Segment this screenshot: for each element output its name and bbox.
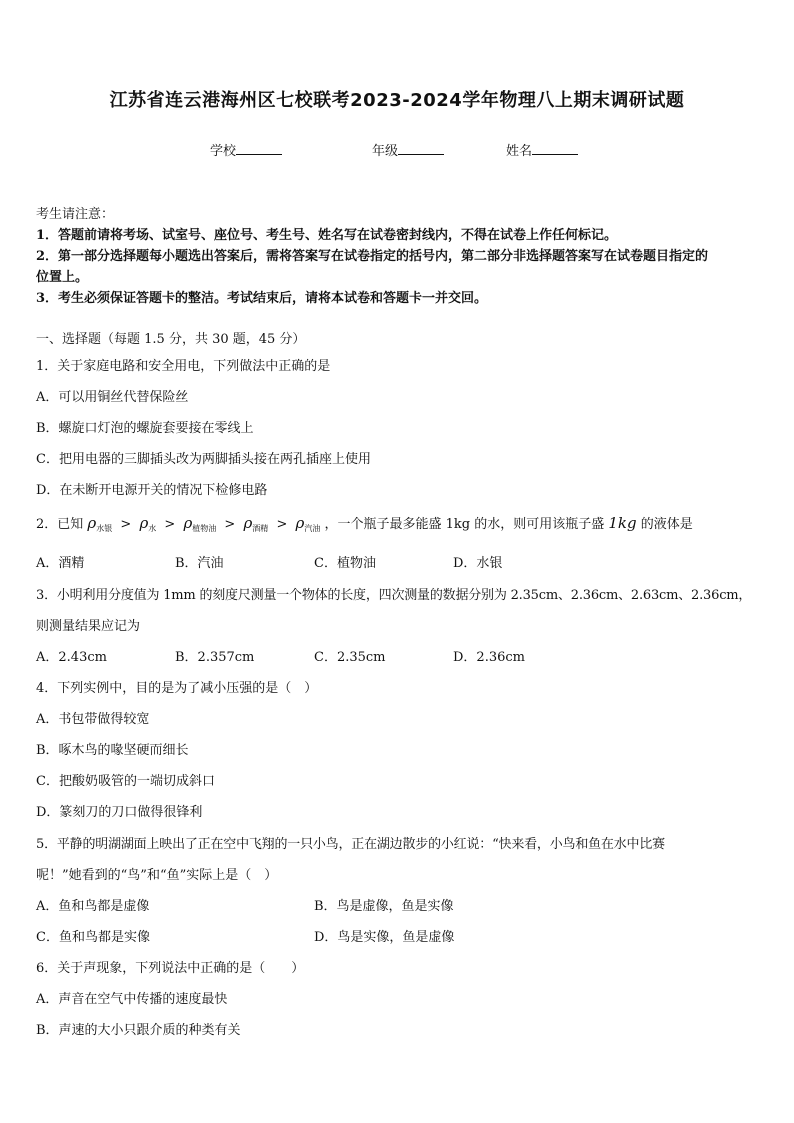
name-field xyxy=(506,140,578,159)
q2-option-d: D．水银 xyxy=(453,556,503,571)
rho-sub-alcohol: 酒精 xyxy=(252,524,269,533)
q2-option-a: A．酒精 xyxy=(36,556,85,571)
q4-option-d: D．篆刻刀的刀口做得很锋利 xyxy=(36,805,203,820)
greater-than: > xyxy=(224,517,236,532)
q3-stem-line2: 则测量结果应记为 xyxy=(36,619,141,634)
q3-option-a: A．2.43cm xyxy=(36,650,107,665)
q6-option-b: B．声速的大小只跟介质的种类有关 xyxy=(36,1023,241,1038)
school-blank xyxy=(236,142,282,155)
q3-option-b: B．2.357cm xyxy=(175,650,255,665)
q3-stem-line1: 3．小明利用分度值为 1mm 的刻度尺测量一个物体的长度，四次测量的数据分别为 2.35cm、2.36cm、2.63cm、2.36cm， xyxy=(36,588,752,603)
q1-option-a: A．可以用铜丝代替保险丝 xyxy=(36,390,189,405)
name-label: 姓名 xyxy=(506,144,533,159)
q2-unit: 1kg xyxy=(608,514,637,532)
q5-option-a: A．鱼和鸟都是虚像 xyxy=(36,899,150,914)
rho-sub-water: 水 xyxy=(148,524,157,533)
grade-label: 年级 xyxy=(372,144,399,159)
notice-item-2: 2．第一部分选择题每小题选出答案后，需将答案写在试卷指定的括号内，第二部分非选择题答案写在试卷题目指定的 xyxy=(36,249,709,264)
q5-option-b: B．鸟是虚像，鱼是实像 xyxy=(314,899,454,914)
rho-sub-gasoline: 汽油 xyxy=(304,524,321,533)
q4-option-b: B．啄木鸟的喙坚硬而细长 xyxy=(36,743,189,758)
q4-option-c: C．把酸奶吸管的一端切成斜口 xyxy=(36,774,215,789)
q5-stem-line2: 呢！”她看到的“鸟”和“鱼”实际上是（ ） xyxy=(36,868,278,883)
q6-stem: 6．关于声现象，下列说法中正确的是（ ） xyxy=(36,961,305,976)
q1-option-c: C．把用电器的三脚插头改为两脚插头接在两孔插座上使用 xyxy=(36,452,371,467)
q2-option-b: B．汽油 xyxy=(175,556,224,571)
q3-option-c: C．2.35cm xyxy=(314,650,386,665)
q2-prefix: 2．已知 xyxy=(36,517,84,532)
greater-than: > xyxy=(164,517,176,532)
school-field xyxy=(210,140,282,159)
notice-item-1: 1．答题前请将考场、试室号、座位号、考生号、姓名写在试卷密封线内，不得在试卷上作任何标记。 xyxy=(36,228,618,243)
q2-option-c: C．植物油 xyxy=(314,556,376,571)
q6-option-a: A．声音在空气中传播的速度最快 xyxy=(36,992,228,1007)
q2-stem xyxy=(36,513,693,534)
rho-symbol: ρ xyxy=(183,514,193,532)
rho-sub-vegetable-oil: 植物油 xyxy=(192,524,217,533)
q1-option-b: B．螺旋口灯泡的螺旋套要接在零线上 xyxy=(36,421,254,436)
notice-item-2-cont: 位置上。 xyxy=(36,270,89,285)
rho-symbol: ρ xyxy=(243,514,253,532)
rho-symbol: ρ xyxy=(139,514,149,532)
grade-blank xyxy=(398,142,444,155)
q5-option-c: C．鱼和鸟都是实像 xyxy=(36,930,150,945)
rho-symbol: ρ xyxy=(295,514,305,532)
notice-heading: 考生请注意： xyxy=(36,207,115,222)
rho-sub-mercury: 水银 xyxy=(96,524,113,533)
q5-option-d: D．鸟是实像，鱼是虚像 xyxy=(314,930,455,945)
q1-option-d: D．在未断开电源开关的情况下检修电路 xyxy=(36,483,268,498)
page-title: 江苏省连云港海州区七校联考2023-2024学年物理八上期末调研试题 xyxy=(109,90,685,111)
q3-option-d: D．2.36cm xyxy=(453,650,525,665)
greater-than: > xyxy=(276,517,288,532)
section-heading: 一、选择题（每题 1.5 分，共 30 题，45 分） xyxy=(36,332,306,347)
notice-item-3: 3．考生必须保证答题卡的整洁。考试结束后，请将本试卷和答题卡一并交回。 xyxy=(36,291,488,306)
q4-option-a: A．书包带做得较宽 xyxy=(36,712,150,727)
q5-stem-line1: 5．平静的明湖湖面上映出了正在空中飞翔的一只小鸟，正在湖边散步的小红说：“快来看，小鸟和鱼在水中比赛 xyxy=(36,837,665,852)
grade-field xyxy=(372,140,444,159)
q4-stem: 4．下列实例中，目的是为了减小压强的是（ ） xyxy=(36,681,318,696)
q2-suffix: 的液体是 xyxy=(636,517,693,532)
q1-stem: 1．关于家庭电路和安全用电，下列做法中正确的是 xyxy=(36,359,331,374)
name-blank xyxy=(532,142,578,155)
q2-mid: ，一个瓶子最多能盛 1kg 的水，则可用该瓶子盛 xyxy=(324,517,605,532)
school-label: 学校 xyxy=(210,144,237,159)
rho-symbol: ρ xyxy=(87,514,97,532)
greater-than: > xyxy=(120,517,132,532)
